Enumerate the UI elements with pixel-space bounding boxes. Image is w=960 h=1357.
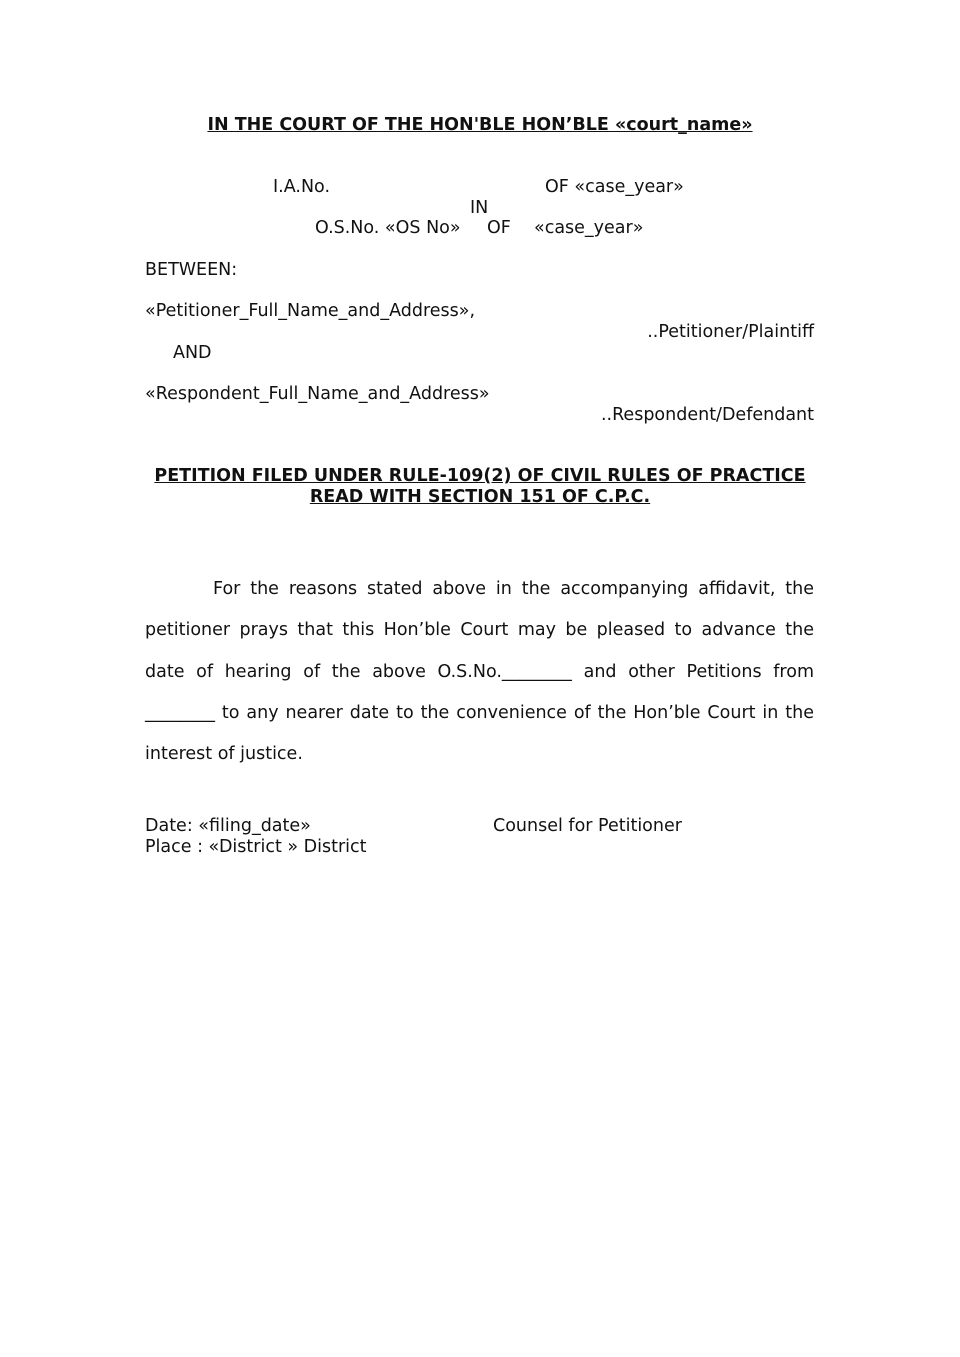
petitioner-role: ..Petitioner/Plaintiff xyxy=(647,322,814,342)
os-number-label: O.S.No. «OS No» xyxy=(315,218,461,238)
in-label: IN xyxy=(470,198,489,218)
os-of-label: OF xyxy=(487,218,511,238)
filing-place: Place : «District » District xyxy=(145,837,367,857)
ia-case-year: OF «case_year» xyxy=(545,177,684,197)
petitioner-name: «Petitioner_Full_Name_and_Address», xyxy=(145,301,476,321)
and-label: AND xyxy=(173,343,212,363)
filing-date: Date: «filing_date» xyxy=(145,816,311,836)
os-case-year: «case_year» xyxy=(534,218,644,238)
petition-heading-line1: PETITION FILED UNDER RULE-109(2) OF CIVIL RULES OF PRACTICE xyxy=(154,466,806,486)
ia-number-label: I.A.No. xyxy=(273,177,331,197)
petition-heading-line2: READ WITH SECTION 151 OF C.P.C. xyxy=(309,487,651,507)
petition-body xyxy=(145,569,814,775)
respondent-name: «Respondent_Full_Name_and_Address» xyxy=(145,384,490,404)
respondent-role: ..Respondent/Defendant xyxy=(600,405,814,425)
between-label: BETWEEN: xyxy=(145,260,238,280)
court-title: IN THE COURT OF THE HON'BLE HON’BLE «court_name» xyxy=(207,115,753,135)
petition-body-text: For the reasons stated above in the accompanying affidavit, the petitioner prays that this Hon’ble Court may be pleased to advance the date of hearing of the above O.S.No.________ and other Petitions from ________ to any nearer date to the convenience of the Hon’ble Court in the interest of justice. xyxy=(145,579,814,765)
counsel-signature-label: Counsel for Petitioner xyxy=(493,816,682,836)
